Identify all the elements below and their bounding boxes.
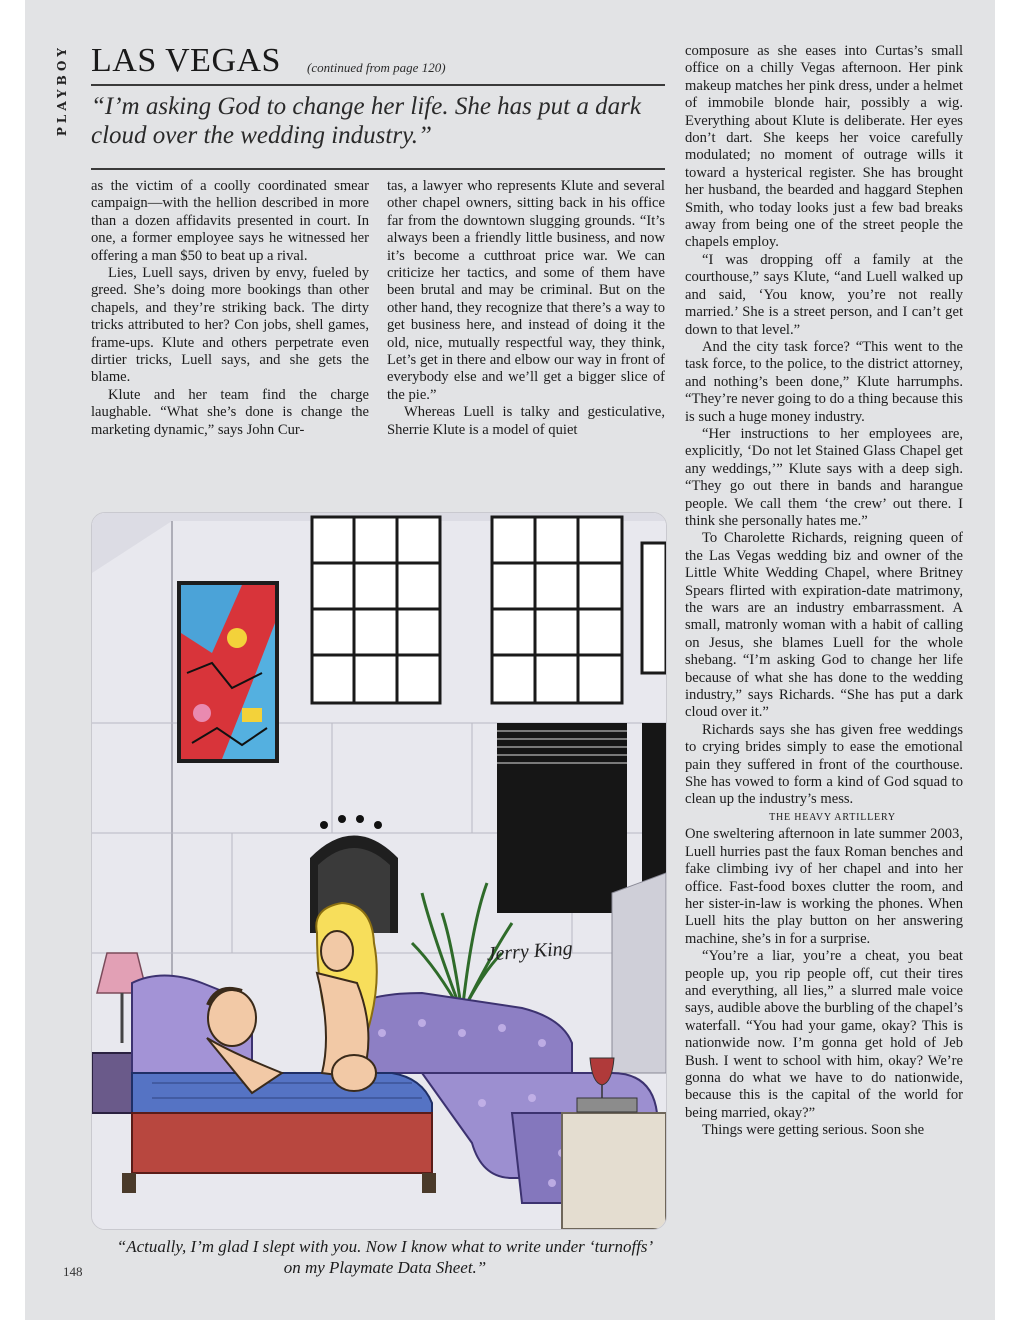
pull-quote: “I’m asking God to change her life. She has put a dark cloud over the wedding industry.”	[91, 93, 641, 149]
paragraph: Klute and her team find the charge laughable. “What she’s done is change the marketing dynamic,” says John Cur-	[91, 386, 369, 438]
paragraph: One sweltering afternoon in late summer 2003, Luell hurries past the faux Roman benches and fake climbing ivy of her chapel and into her office. Fast-food boxes clutter the room, and her sister-in-law is working the phones. When Luell hits the play button on her answering machine, she’s in for a surprise.	[685, 826, 963, 947]
article-title: LAS VEGAS	[91, 42, 281, 79]
abstract-painting	[177, 581, 279, 763]
paragraph: Lies, Luell says, driven by envy, fueled by greed. She’s doing more bookings than other chapels, and they’re striking back. The dirty tricks attributed to her? Con jobs, shell games, frame-ups. Klute and others perpetrate even dirtier tricks, Luell says, and she gets the blame.	[91, 265, 369, 386]
page-number: 148	[63, 1264, 83, 1279]
paragraph: Things were getting serious. Soon she	[702, 1122, 925, 1139]
section-subhead: THE HEAVY ARTILLERY	[769, 811, 896, 823]
woman-figure	[316, 903, 376, 1091]
paragraph: Whereas Luell is talky and gesticulative, Sherrie Klute is a model of quiet	[387, 404, 665, 438]
side-table	[562, 1098, 666, 1229]
cartoon-caption: “Actually, I’m glad I slept with you. Now I know what to write under ‘turnoffs’ on my Playmate Data Sheet.”	[116, 1237, 654, 1277]
window-left	[312, 517, 440, 703]
artist-signature: Jerry King	[485, 937, 574, 966]
column-1	[91, 178, 369, 439]
masthead: PLAYBOY	[55, 44, 69, 137]
paragraph: “You’re a liar, you’re a cheat, you beat people up, you rip people off, cut their tires and everything, all lies,” a slurred male voice says, audible above the burbling of the chapel’s waterfall. “You had your game, okay? This is nationwide now. I’m gonna get hold of Jeb Bush. I went to school with him, okay? We’re gonna do what we have to do nationwide, because this is the capital of the world for being married, okay?”	[685, 948, 963, 1121]
cartoon-illustration	[91, 512, 667, 1230]
window-right	[492, 517, 622, 703]
paragraph: composure as she eases into Curtas’s small office on a chilly Vegas afternoon. Her pink makeup matches her pink dress, under a helmet of immobile blonde hair, possibly a wig. Everything about Klute is deliberate. Her eyes don’t dart. She keeps her voice carefully modulated; no moment of outrage wills it toward a hysterical register. She has brought her husband, the bearded and haggard Stephen Smith, who today looks just a few bad breaks away from being one of the street people the chapels employ.	[685, 43, 963, 251]
pull-quote-rule	[91, 168, 665, 170]
header-rule	[91, 84, 665, 86]
paragraph: To Charolette Richards, reigning queen of the Las Vegas wedding biz and owner of the Little White Wedding Chapel, where Britney Spears flirted with expiration-date matrimony, the wars are an industry embarrassment. A small, matronly woman with a habit of calling on Jesus, she blames Luell for the whole shebang. “I’m asking God to change her life because of what she has done to the wedding industry,” says Richards. “She has put a dark cloud over it.”	[685, 530, 963, 721]
continued-note: (continued from page 120)	[307, 60, 446, 75]
paragraph: Richards says she has given free weddings to crying brides simply to ease the emotional pain they suffered in front of the courthouse. She has vowed to form a kind of God squad to clean up the industry’s mess.	[685, 721, 963, 808]
paragraph: “I was dropping off a family at the courthouse,” says Klute, “and Luell walked up and said, ‘You know, you’re not really married.’ She is a street person, and I can’t get down to that level.”	[685, 251, 963, 338]
paragraph: tas, a lawyer who represents Klute and several other chapel owners, sitting back in his office far from the downtown slugging grounds. “It’s always been a friendly little business, and now it’s become a cutthroat price war. We can criticize her tactics, and some of them have been brutal and may be criminal. But on the other hand, they recognize that there’s a way to get business here, and instead of doing it the old, nice, mutually respectful way, they think, Let’s get in there and elbow our way in front of everybody else and we’ll get a bigger slice of the pie.”	[387, 178, 665, 403]
magazine-page	[25, 0, 995, 1320]
column-2	[387, 178, 665, 439]
paragraph: “Her instructions to her employees are, explicitly, ‘Do not let Stained Glass Chapel get any weddings,’” Klute says with a deep sigh. “They go out there in bands and harangue people. We call them ‘the crew’ out there. I think she personally hates me.”	[685, 425, 963, 529]
paragraph: And the city task force? “This went to the task force, to the police, to the district attorney, and nothing’s been done,” Klute harrumphs. “They’re never going to do a thing because this is such a huge money industry.	[685, 338, 963, 425]
paragraph: as the victim of a coolly coordinated smear campaign—with the hellion described in more than a dozen affidavits presented in court. In one, a former employee says he witnessed her offering a man $50 to beat up a rival.	[91, 178, 369, 264]
column-3	[685, 43, 963, 1140]
